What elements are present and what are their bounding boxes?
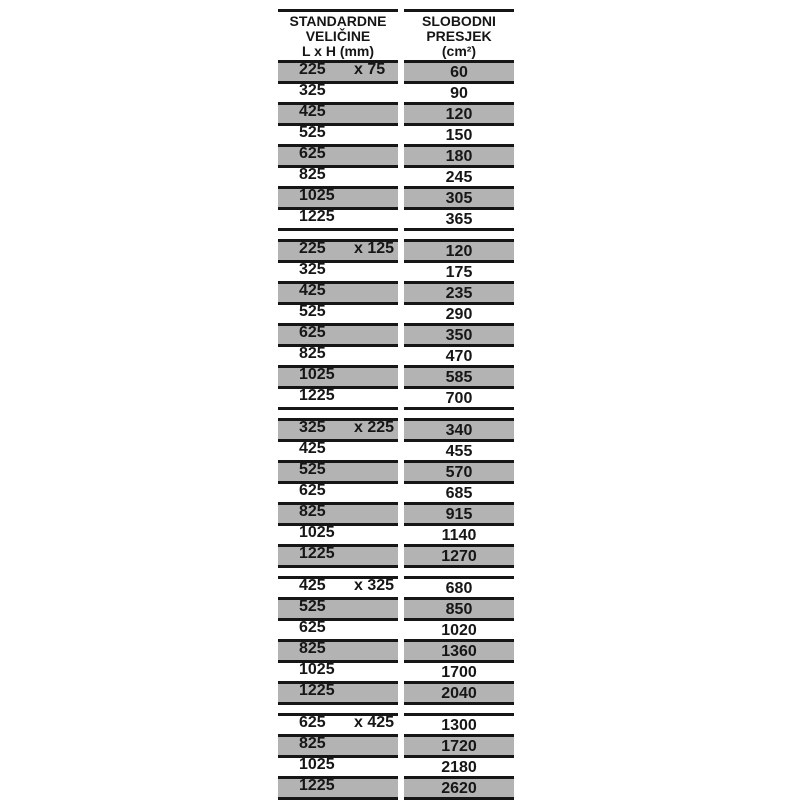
area-value: 150 (445, 127, 473, 144)
table-row (278, 84, 514, 105)
area-cell (404, 263, 514, 284)
area-value: 2040 (441, 685, 477, 702)
table-row (278, 621, 514, 642)
table-row (278, 60, 514, 84)
table-group (278, 713, 514, 800)
area-cell (404, 126, 514, 147)
table-row (278, 368, 514, 389)
table-row (278, 418, 514, 442)
area-value: 235 (445, 285, 473, 302)
header-line: VELIČINE (305, 28, 371, 44)
length-value: 625 (299, 145, 326, 162)
area-value: 1300 (441, 717, 477, 734)
table-row (278, 326, 514, 347)
area-cell (404, 526, 514, 547)
table-row (278, 105, 514, 126)
size-cell (278, 368, 398, 389)
area-value: 175 (445, 264, 473, 281)
area-cell (404, 239, 514, 263)
area-cell (404, 368, 514, 389)
area-cell (404, 484, 514, 505)
size-cell (278, 389, 398, 410)
area-value: 1720 (441, 738, 477, 755)
size-cell (278, 484, 398, 505)
length-value: 525 (299, 124, 326, 141)
table-row (278, 526, 514, 547)
table-group (278, 418, 514, 568)
table-row (278, 484, 514, 505)
area-cell (404, 305, 514, 326)
table-row (278, 263, 514, 284)
table-row (278, 284, 514, 305)
area-value: 915 (445, 506, 473, 523)
size-cell (278, 126, 398, 147)
area-value: 290 (445, 306, 473, 323)
area-value: 680 (445, 580, 473, 597)
size-cell (278, 642, 398, 663)
table-row (278, 239, 514, 263)
length-value: 1025 (299, 756, 335, 773)
table-row (278, 713, 514, 737)
length-value: 625 (299, 324, 326, 341)
length-value: 625 (299, 714, 326, 731)
area-value: 1360 (441, 643, 477, 660)
size-cell (278, 442, 398, 463)
length-value: 225 (299, 61, 326, 78)
size-cell (278, 684, 398, 705)
area-cell (404, 284, 514, 305)
area-value: 1020 (441, 622, 477, 639)
area-cell (404, 758, 514, 779)
size-cell (278, 576, 398, 600)
header-line: SLOBODNI (422, 13, 496, 29)
table-row (278, 389, 514, 410)
area-value: 2620 (441, 780, 477, 797)
area-value: 340 (445, 422, 473, 439)
area-cell (404, 737, 514, 758)
length-value: 825 (299, 345, 326, 362)
size-cell (278, 663, 398, 684)
size-cell (278, 418, 398, 442)
length-value: 825 (299, 735, 326, 752)
length-value: 425 (299, 282, 326, 299)
area-value: 1700 (441, 664, 477, 681)
size-cell (278, 105, 398, 126)
length-value: 1025 (299, 187, 335, 204)
length-value: 825 (299, 640, 326, 657)
table-row (278, 642, 514, 663)
size-cell (278, 210, 398, 231)
col-header-free-section (404, 9, 514, 60)
table-row (278, 779, 514, 800)
table-row (278, 463, 514, 484)
area-value: 1140 (441, 527, 477, 544)
table-row (278, 758, 514, 779)
area-cell (404, 347, 514, 368)
area-value: 350 (445, 327, 473, 344)
area-cell (404, 463, 514, 484)
size-cell (278, 505, 398, 526)
table-row (278, 168, 514, 189)
length-value: 325 (299, 419, 326, 436)
area-cell (404, 642, 514, 663)
length-value: 1225 (299, 545, 335, 562)
height-value: x 125 (354, 240, 395, 257)
size-cell (278, 84, 398, 105)
area-cell (404, 326, 514, 347)
table-row (278, 576, 514, 600)
col-header-standard-sizes (278, 9, 398, 60)
size-cell (278, 713, 398, 737)
header-line: L x H (mm) (301, 43, 375, 59)
length-value: 425 (299, 577, 326, 594)
table-header-row (278, 9, 514, 60)
area-cell (404, 600, 514, 621)
area-value: 305 (445, 190, 473, 207)
table-row (278, 347, 514, 368)
size-cell (278, 305, 398, 326)
length-value: 1025 (299, 661, 335, 678)
area-value: 850 (445, 601, 473, 618)
size-cell (278, 239, 398, 263)
table-group (278, 60, 514, 231)
height-value: x 225 (354, 419, 395, 436)
area-cell (404, 547, 514, 568)
table-group (278, 576, 514, 705)
length-value: 625 (299, 482, 326, 499)
table-row (278, 684, 514, 705)
height-value: x 75 (354, 61, 386, 78)
length-value: 225 (299, 240, 326, 257)
standard-sizes-table (278, 9, 514, 800)
area-cell (404, 663, 514, 684)
size-cell (278, 737, 398, 758)
area-cell (404, 389, 514, 410)
area-value: 585 (445, 369, 473, 386)
area-value: 2180 (441, 759, 477, 776)
area-cell (404, 147, 514, 168)
size-cell (278, 60, 398, 84)
area-cell (404, 189, 514, 210)
size-cell (278, 326, 398, 347)
length-value: 1025 (299, 366, 335, 383)
length-value: 825 (299, 166, 326, 183)
table-row (278, 600, 514, 621)
length-value: 1225 (299, 682, 335, 699)
size-cell (278, 779, 398, 800)
header-line: (cm²) (441, 43, 477, 59)
area-cell (404, 621, 514, 642)
area-value: 180 (445, 148, 473, 165)
area-cell (404, 84, 514, 105)
size-cell (278, 284, 398, 305)
area-value: 245 (445, 169, 473, 186)
length-value: 325 (299, 82, 326, 99)
size-cell (278, 147, 398, 168)
length-value: 825 (299, 503, 326, 520)
length-value: 525 (299, 461, 326, 478)
size-cell (278, 547, 398, 568)
length-value: 625 (299, 619, 326, 636)
area-value: 60 (450, 64, 468, 81)
area-value: 90 (450, 85, 468, 102)
length-value: 425 (299, 103, 326, 120)
area-value: 365 (445, 211, 473, 228)
area-value: 470 (445, 348, 473, 365)
size-cell (278, 621, 398, 642)
length-value: 525 (299, 303, 326, 320)
area-value: 685 (445, 485, 473, 502)
area-cell (404, 505, 514, 526)
table-row (278, 547, 514, 568)
table-row (278, 210, 514, 231)
table-row (278, 505, 514, 526)
size-cell (278, 758, 398, 779)
height-value: x 325 (354, 577, 395, 594)
table-row (278, 737, 514, 758)
size-cell (278, 600, 398, 621)
area-value: 570 (445, 464, 473, 481)
size-cell (278, 526, 398, 547)
table-body (278, 60, 514, 800)
area-cell (404, 60, 514, 84)
height-value: x 425 (354, 714, 395, 731)
area-cell (404, 210, 514, 231)
area-cell (404, 105, 514, 126)
area-cell (404, 779, 514, 800)
area-cell (404, 418, 514, 442)
area-value: 700 (445, 390, 473, 407)
size-cell (278, 189, 398, 210)
area-cell (404, 168, 514, 189)
length-value: 1225 (299, 387, 335, 404)
size-cell (278, 347, 398, 368)
table-row (278, 126, 514, 147)
size-cell (278, 463, 398, 484)
length-value: 525 (299, 598, 326, 615)
size-cell (278, 168, 398, 189)
table-group (278, 239, 514, 410)
length-value: 1225 (299, 208, 335, 225)
length-value: 425 (299, 440, 326, 457)
area-value: 455 (445, 443, 473, 460)
header-line: STANDARDNE (289, 13, 387, 29)
length-value: 325 (299, 261, 326, 278)
area-value: 1270 (441, 548, 477, 565)
table-row (278, 189, 514, 210)
area-value: 120 (445, 106, 473, 123)
header-line: PRESJEK (426, 28, 492, 44)
area-value: 120 (445, 243, 473, 260)
length-value: 1025 (299, 524, 335, 541)
area-cell (404, 713, 514, 737)
size-cell (278, 263, 398, 284)
area-cell (404, 684, 514, 705)
table-row (278, 305, 514, 326)
length-value: 1225 (299, 777, 335, 794)
area-cell (404, 576, 514, 600)
area-cell (404, 442, 514, 463)
table-row (278, 442, 514, 463)
table-row (278, 147, 514, 168)
table-row (278, 663, 514, 684)
